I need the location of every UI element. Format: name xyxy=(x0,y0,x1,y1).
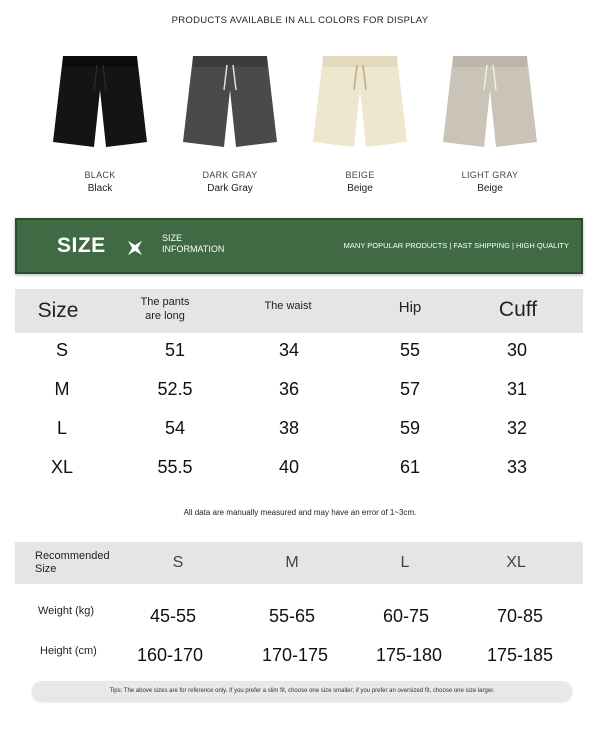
header-waist: The waist xyxy=(264,300,312,312)
product-name-local: Beige xyxy=(477,183,503,194)
shorts-beige-image xyxy=(310,50,410,150)
product-name-local: Beige xyxy=(347,183,373,194)
weight-label: Weight (kg) xyxy=(38,605,95,617)
header-size: Size xyxy=(37,299,79,322)
size-table-header xyxy=(15,289,583,333)
sparkle-icon xyxy=(125,238,145,258)
product-colors xyxy=(0,50,600,200)
product-name-local: Black xyxy=(87,183,113,194)
banner-tagline: MANY POPULAR PRODUCTS | FAST SHIPPING | HIGH QUALITY xyxy=(343,241,569,250)
recommend-col-m: M xyxy=(285,554,299,571)
measurement-note: All data are manually measured and may have an error of 1~3cm. xyxy=(183,508,417,517)
header-cuff: Cuff xyxy=(498,298,538,321)
shorts-light-gray-image xyxy=(440,50,540,150)
product-name-en: LIGHT GRAY xyxy=(461,170,519,180)
tips-bar: Tips: The above sizes are for reference only. If you prefer a slim fit, choose one size smaller; if you prefer an oversized fit, choose one size larger. xyxy=(32,681,572,701)
product-name-en: BLACK xyxy=(84,170,116,180)
product-dark-gray[interactable] xyxy=(175,50,285,194)
product-name-en: DARK GRAY xyxy=(202,170,258,180)
product-black[interactable] xyxy=(45,50,155,194)
product-light-gray[interactable] xyxy=(435,50,545,194)
shorts-black-image xyxy=(50,50,150,150)
header-hip: Hip xyxy=(398,299,422,316)
product-name-local: Dark Gray xyxy=(207,183,253,194)
recommend-col-l: L xyxy=(400,554,410,571)
recommend-col-xl: XL xyxy=(506,554,526,571)
size-info-banner xyxy=(15,218,583,274)
product-name-en: BEIGE xyxy=(345,170,375,180)
banner-title: SIZE xyxy=(57,234,106,257)
height-label: Height (cm) xyxy=(40,645,97,657)
recommend-col-s: S xyxy=(172,554,184,571)
shorts-dark-gray-image xyxy=(180,50,280,150)
recommend-label: Recommended Size xyxy=(35,550,110,575)
page-title: PRODUCTS AVAILABLE IN ALL COLORS FOR DISPLAY xyxy=(171,15,429,26)
recommend-header xyxy=(15,542,583,584)
banner-subtitle: SIZE INFORMATION xyxy=(162,233,225,254)
header-length: The pants are long xyxy=(140,296,190,322)
product-beige[interactable] xyxy=(305,50,415,194)
